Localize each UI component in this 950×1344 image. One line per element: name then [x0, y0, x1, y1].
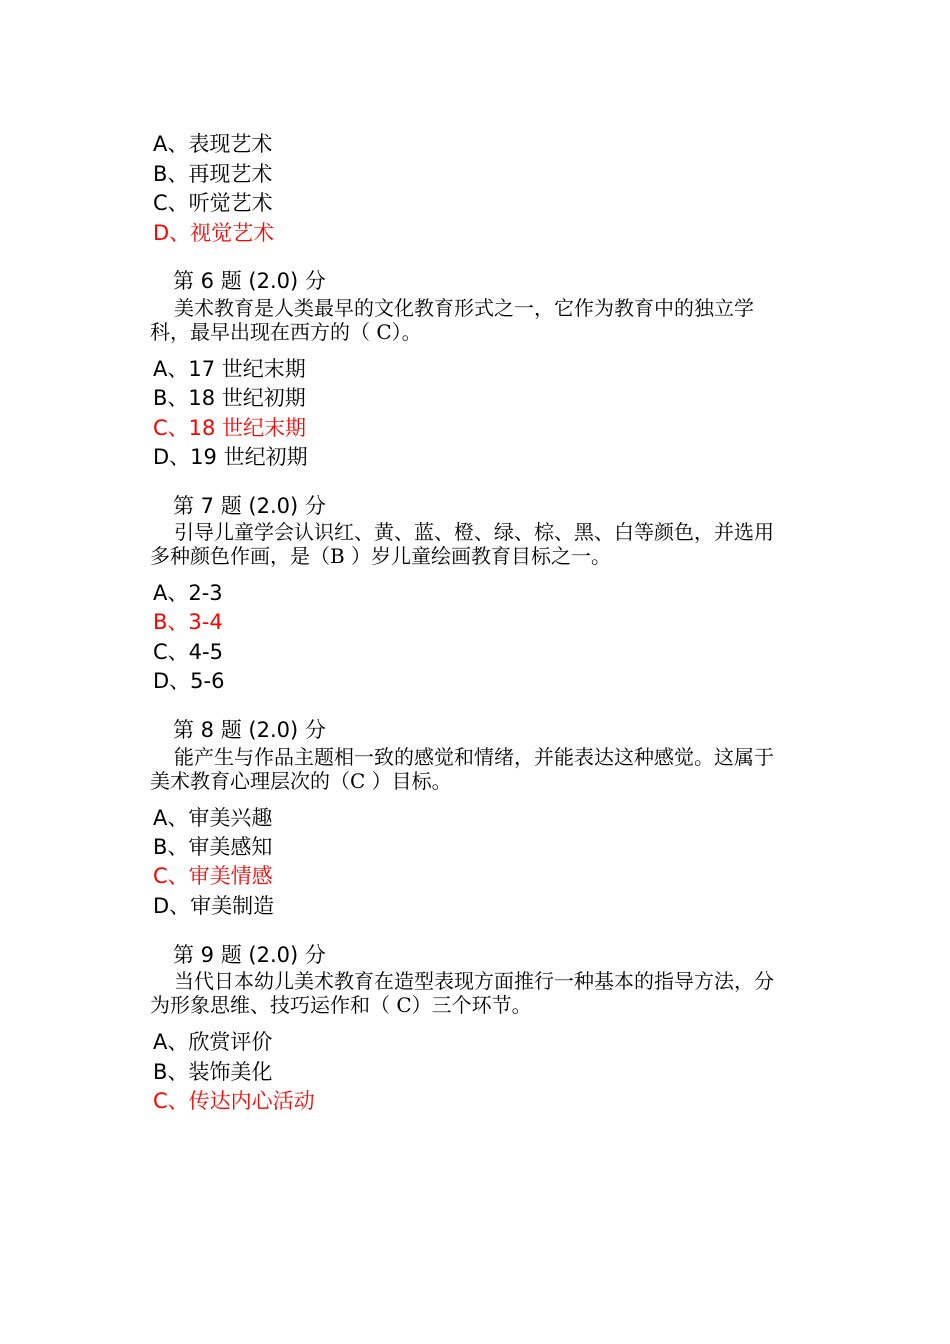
q6-option-d: D、19 世纪初期 [153, 445, 308, 469]
q8-header: 第 8 题 (2.0) 分 [173, 718, 326, 742]
q5-option-d: D、视觉艺术 [153, 221, 275, 245]
q9-text: 当代日本幼儿美术教育在造型表现方面推行一种基本的指导方法，分为形象思维、技巧运作和（ C）三个环节。 [150, 969, 774, 1017]
q7-header: 第 7 题 (2.0) 分 [173, 494, 326, 518]
q9-option-b: B、装饰美化 [153, 1060, 273, 1084]
q9-option-c: C、传达内心活动 [153, 1089, 315, 1113]
q8-option-c: C、审美情感 [153, 864, 273, 888]
q8-text: 能产生与作品主题相一致的感觉和情绪，并能表达这种感觉。这属于美术教育心理层次的（C ）目标。 [150, 745, 774, 793]
q7-option-a: A、2-3 [153, 581, 223, 605]
q6-text: 美术教育是人类最早的文化教育形式之一，它作为教育中的独立学科，最早出现在西方的（ C）。 [150, 296, 754, 344]
q7-option-c: C、4-5 [153, 640, 223, 664]
q9-option-a: A、欣赏评价 [153, 1030, 273, 1054]
q9-header: 第 9 题 (2.0) 分 [173, 943, 326, 967]
q6-option-b: B、18 世纪初期 [153, 386, 306, 410]
q6-option-c: C、18 世纪末期 [153, 416, 307, 440]
q5-option-c: C、听觉艺术 [153, 191, 273, 215]
q5-option-a: A、表现艺术 [153, 132, 273, 156]
q8-option-d: D、审美制造 [153, 894, 275, 918]
q7-option-b: B、3-4 [153, 610, 223, 634]
q6-header: 第 6 题 (2.0) 分 [173, 269, 326, 293]
q7-text: 引导儿童学会认识红、黄、蓝、橙、绿、棕、黑、白等颜色，并选用多种颜色作画，是（B ）岁儿童绘画教育目标之一。 [150, 520, 774, 568]
q6-option-a: A、17 世纪末期 [153, 357, 306, 381]
q5-option-b: B、再现艺术 [153, 162, 273, 186]
q8-option-a: A、审美兴趣 [153, 806, 273, 830]
q7-option-d: D、5-6 [153, 669, 225, 693]
q8-option-b: B、审美感知 [153, 835, 273, 859]
